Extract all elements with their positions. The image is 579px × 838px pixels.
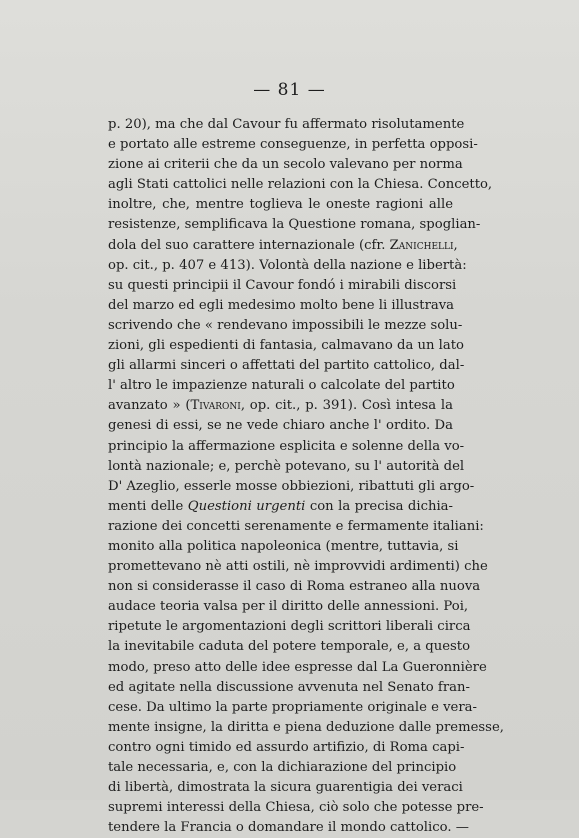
author-name: Zanichelli bbox=[389, 237, 454, 253]
text-line: del marzo ed egli medesimo molto bene li illustrava bbox=[108, 297, 455, 313]
text-line: cese. Da ultimo la parte propriamente originale e vera- bbox=[108, 699, 477, 715]
text-line: op. cit., p. 407 e 413). Volontà della nazione e libertà: bbox=[108, 257, 467, 273]
text-line: D' Azeglio, esserle mosse obbiezioni, ribattuti gli argo- bbox=[108, 478, 475, 494]
text-line: principio la affermazione esplicita e solenne della vo- bbox=[108, 438, 465, 454]
text-line: avanzato » (Tivaroni, op. cit., p. 391). Così intesa la bbox=[108, 398, 454, 414]
text-line: tale necessaria, e, con la dichiarazione del principio bbox=[108, 760, 457, 775]
author-name: Tivaroni bbox=[190, 398, 241, 414]
text-line: zione ai criterii che da un secolo valevano per norma bbox=[108, 157, 463, 173]
text-line: modo, preso atto delle idee espresse dal La Gueronnière bbox=[108, 659, 487, 675]
text-line: ed agitate nella discussione avvenuta nel Senato fran- bbox=[108, 679, 470, 695]
text-line: mente insigne, la diritta e piena deduzione dalle premesse, bbox=[108, 719, 504, 735]
work-title: Questioni urgenti bbox=[187, 498, 306, 514]
text-line: inoltre, che, mentre toglieva le oneste ragioni alle bbox=[108, 197, 453, 213]
text-line: p. 20), ma che dal Cavour fu affermato risolutamente bbox=[108, 117, 465, 132]
text-line: agli Stati cattolici nelle relazioni con la Chiesa. Concetto, bbox=[108, 177, 493, 193]
text-line: e portato alle estreme conseguenze, in perfetta opposi- bbox=[108, 137, 478, 153]
body-text bbox=[108, 115, 504, 838]
text-line: zioni, gli espedienti di fantasia, calmavano da un lato bbox=[108, 338, 464, 354]
text-line: contro ogni timido ed assurdo artifizio, di Roma capi- bbox=[108, 739, 465, 755]
text-line: ripetute le argomentazioni degli scrittori liberali circa bbox=[108, 619, 471, 635]
text-line: la inevitabile caduta del potere temporale, e, a questo bbox=[108, 639, 471, 655]
text-line: supremi interessi della Chiesa, ciò solo che potesse pre- bbox=[108, 800, 484, 816]
page-number: — 81 — bbox=[253, 80, 326, 100]
text-line: non si considerasse il caso di Roma estraneo alla nuova bbox=[108, 579, 481, 595]
text-line: genesi di essi, se ne vede chiaro anche l' ordito. Da bbox=[108, 418, 453, 434]
text-line: resistenze, semplificava la Questione romana, spoglian- bbox=[108, 217, 481, 233]
text-line: gli allarmi sinceri o affettati del partito cattolico, dal- bbox=[108, 358, 465, 374]
text-line: promettevano nè atti ostili, nè improvvidi ardimenti) che bbox=[108, 559, 488, 575]
text-line: lontà nazionale; e, perchè potevano, su l' autorità del bbox=[108, 458, 465, 474]
text-line: di libertà, dimostrata la sicura guarentigia dei veraci bbox=[108, 780, 463, 796]
text-line: dola del suo carattere internazionale (cfr. Zanichelli, bbox=[108, 237, 458, 253]
text-line: monito alla politica napoleonica (mentre, tuttavia, si bbox=[108, 538, 459, 554]
text-line: scrivendo che « rendevano impossibili le mezze solu- bbox=[108, 317, 463, 333]
text-line: tendere la Francia o domandare il mondo cattolico. — bbox=[108, 820, 469, 836]
text-line: l' altro le impazienze naturali o calcolate del partito bbox=[108, 378, 455, 394]
text-line: su questi principii il Cavour fondó i mirabili discorsi bbox=[108, 277, 457, 293]
text-line: menti delle Questioni urgenti con la precisa dichia- bbox=[108, 498, 453, 514]
text-line: audace teoria valsa per il diritto delle annessioni. Poi, bbox=[108, 599, 469, 615]
text-line: razione dei concetti serenamente e fermamente italiani: bbox=[108, 518, 484, 534]
